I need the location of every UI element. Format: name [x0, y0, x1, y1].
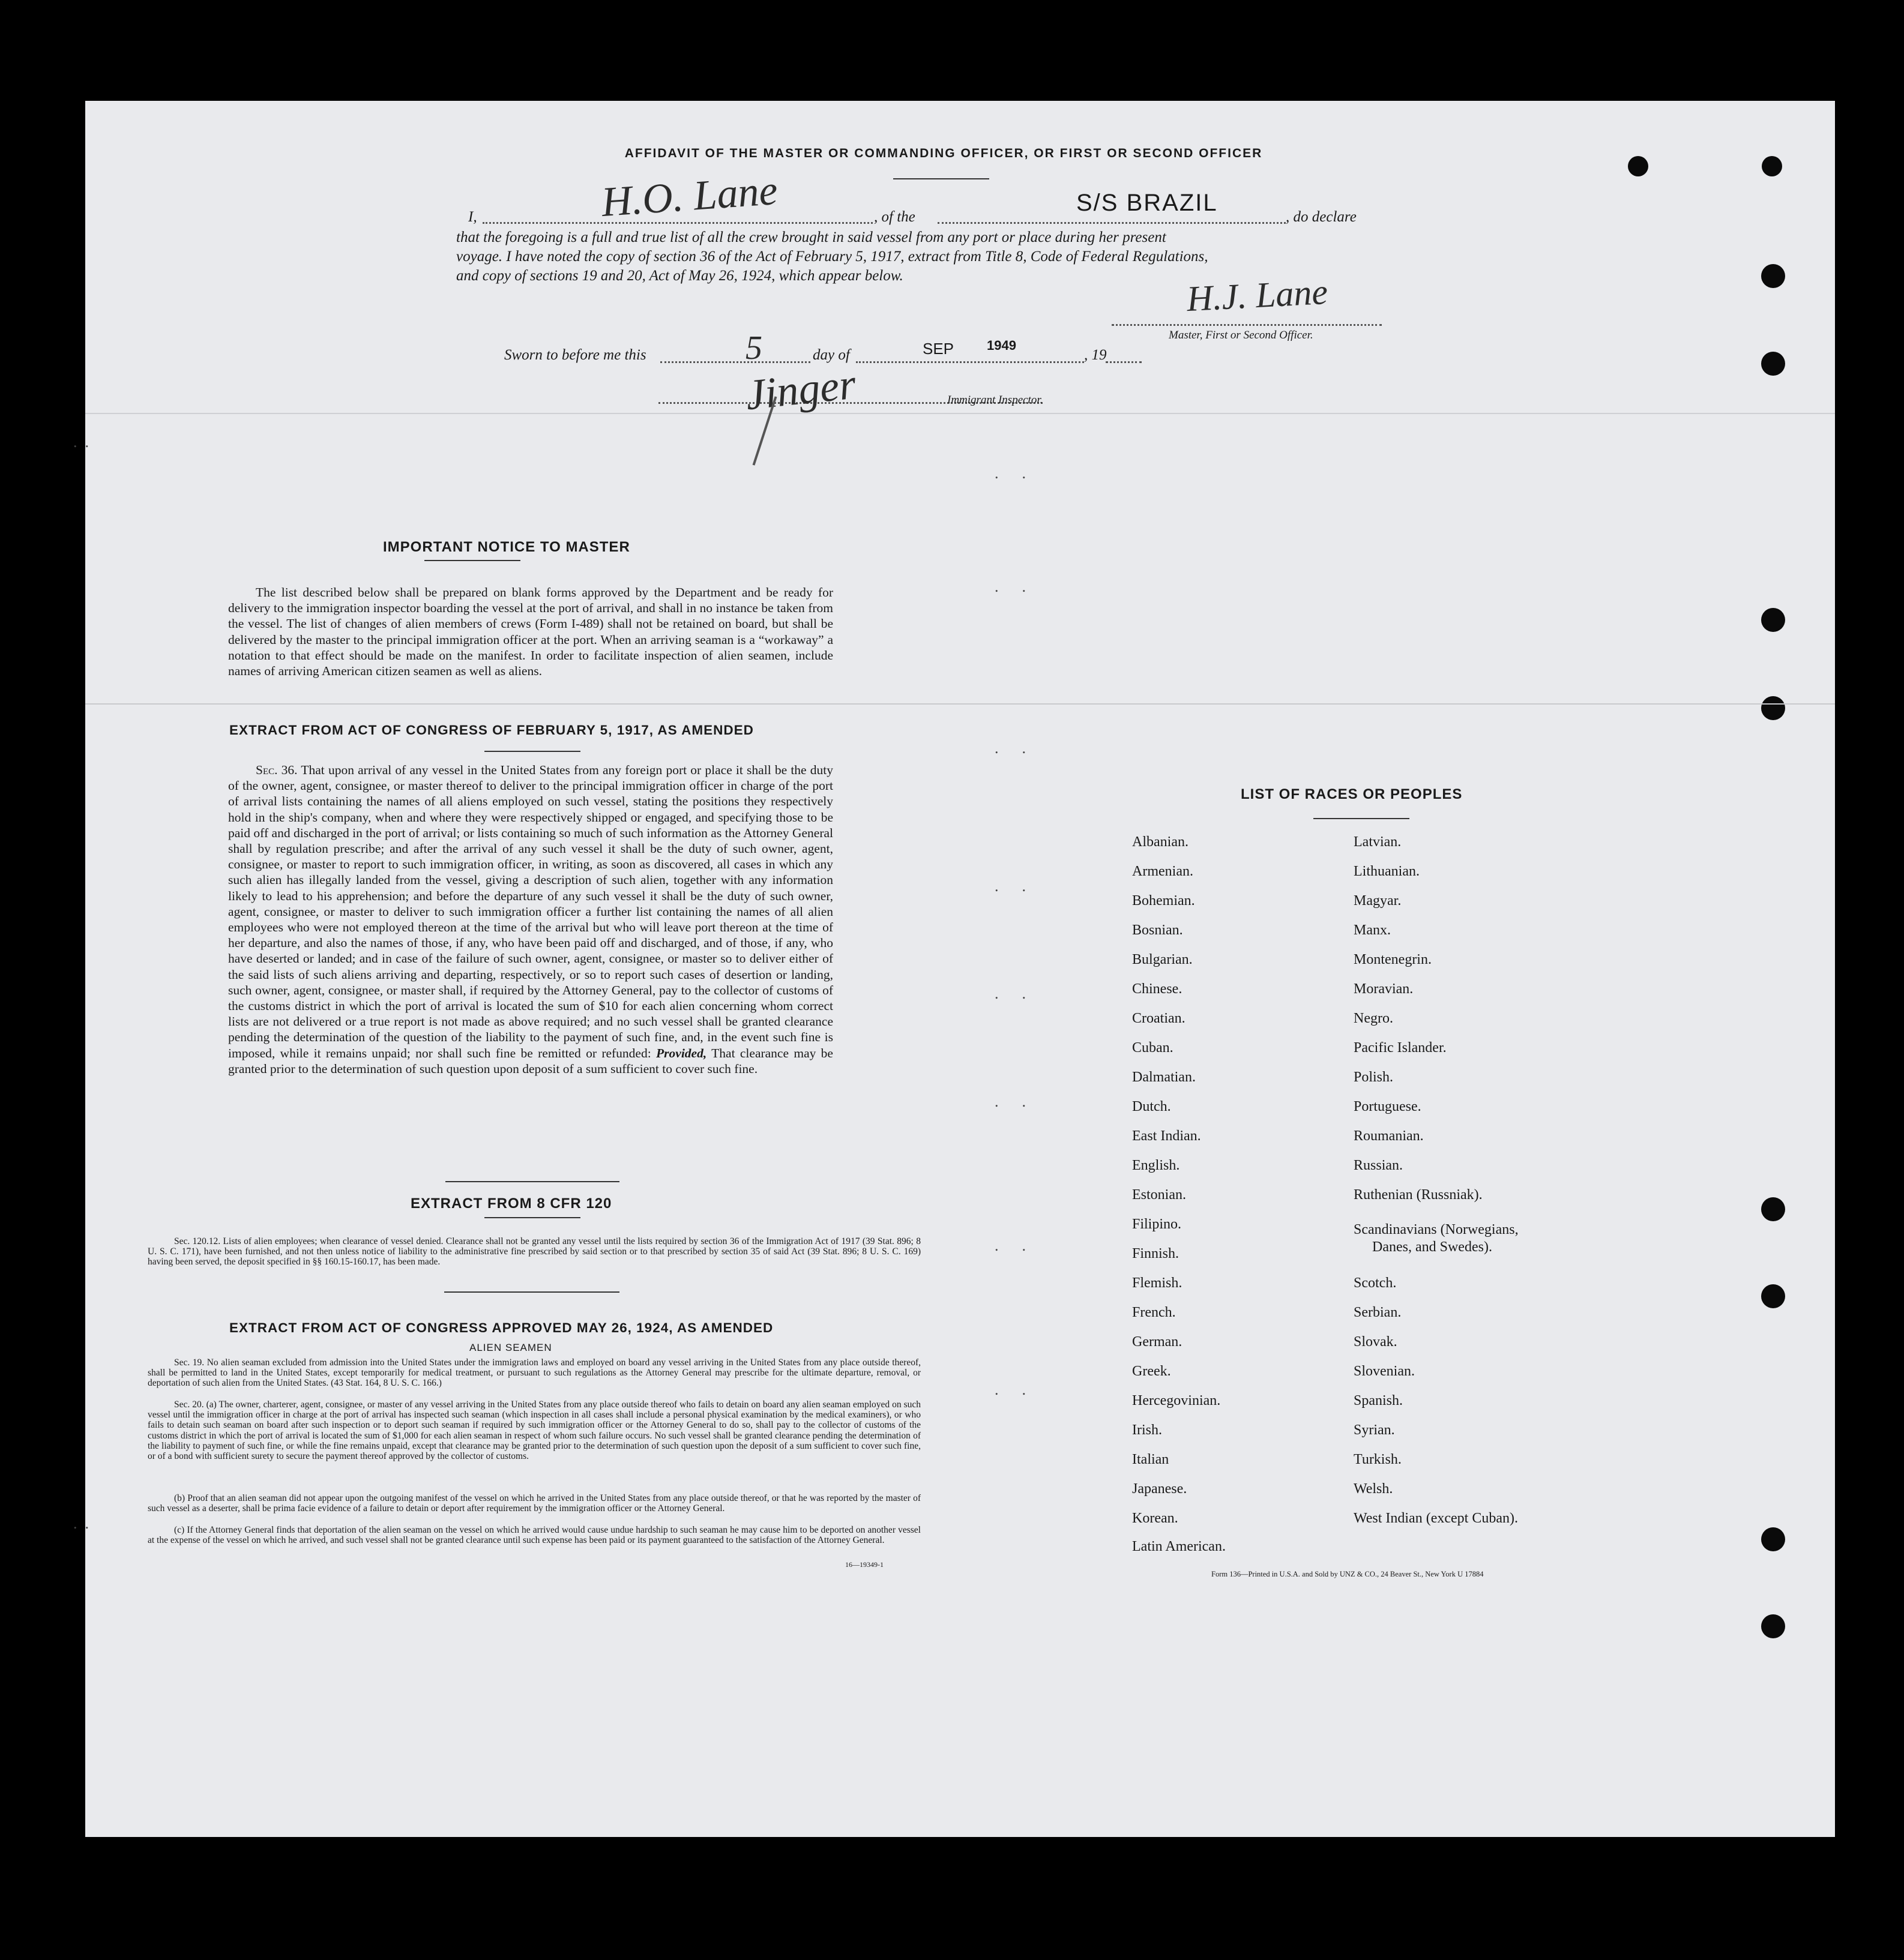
- affidavit-heading: AFFIDAVIT OF THE MASTER OR COMMANDING OFFICER, OR FIRST OR SECOND OFFICER: [624, 146, 1263, 160]
- race-item: Polish.: [1354, 1069, 1394, 1085]
- race-item: Ruthenian (Russniak).: [1354, 1187, 1483, 1203]
- declarant-line: [483, 222, 873, 224]
- punch-hole: [1761, 1527, 1785, 1551]
- year-line: [1106, 361, 1142, 363]
- race-item: Moravian.: [1354, 981, 1414, 997]
- race-item: West Indian (except Cuban).: [1354, 1511, 1518, 1526]
- cfr-title: EXTRACT FROM 8 CFR 120: [411, 1195, 612, 1212]
- race-item: Roumanian.: [1354, 1128, 1424, 1144]
- race-item: Slovenian.: [1354, 1363, 1415, 1379]
- sec-20b-text: (b) Proof that an alien seaman did not appear upon the outgoing manifest of the vessel on which he arrived in the United States from any place outside thereof, or that he was reported by the master of such vessel as a deserter, shall be prima facie evidence of a failure to detain or deport after requirement by the immigration officer or the Attorney General.: [148, 1493, 921, 1514]
- race-item: Irish.: [1132, 1422, 1162, 1438]
- extract-1917-body: [228, 762, 833, 1077]
- race-item: Pacific Islander.: [1354, 1040, 1447, 1056]
- month-stamp: SEP: [923, 340, 954, 358]
- sec-36-text: That upon arrival of any vessel in the United States from any foreign port or place it shall be the duty of the owner, agent, consignee, or master thereof to deliver to the principal immigration officer in charge of the port of arrival lists containing the names of all aliens employed on such vessel, stating the positions they respectively hold in the ship's company, when and where they were respectively shipped or engaged, and specifying those to be paid off and discharged in the port of arrival; or lists containing so much of such information as the Attorney General shall by regulation prescribe; and after the arrival of any such vessel it shall be the duty of such owner, agent, consignee, or master to report to such immigration officer, in writing, as soon as discovered, all cases in which any such alien has illegally landed from the vessel, giving a description of such alien, together with any information likely to lead to his apprehension; and before the departure of any such vessel it shall be the duty of such owner, agent, consignee, or master to deliver to such immigration officer a further list containing the names of all alien employees who were not employed thereon at the time of the arrival but who will leave port thereon at the time of her departure, and also the names of those, if any, who have been paid off and discharged, and of those, if any, who have deserted or landed; and in case of the failure of such owner, agent, consignee, or master so to deliver either of the said lists of such aliens arriving and departing, respectively, or so to report such cases of desertion or landing, such owner, agent, consignee, or master shall, if required by the Attorney General, pay to the collector of customs of the customs district in which the port of arrival is located the sum of $10 for each alien concerning whom correct lists are not delivered or a true report is not made as above required; and no such vessel shall be granted clearance pending the determination of the question of the liability to the payment of such fine, and, in the event such fine is imposed, while it remains unpaid; nor shall such fine be remitted or refunded:: [228, 763, 833, 1060]
- stray-mark: . .: [995, 985, 1026, 1002]
- punch-hole: [1761, 696, 1785, 720]
- stray-mark: . .: [995, 739, 1026, 757]
- punch-hole: [1761, 1614, 1785, 1638]
- sec-19-text: Sec. 19. No alien seaman excluded from admission into the United States under the immigration laws and employed on board any vessel arriving in the United States from any place outside thereof, shall be permitted to land in the United States, except temporarily for medical treatment, or pursuant to such regulations as the Attorney General may prescribe for the ultimate departure, removal, or deportation of such alien from the United States. (43 Stat. 164, 8 U. S. C. 166.): [148, 1357, 921, 1389]
- race-item: Bohemian.: [1132, 893, 1195, 909]
- proviso-label: Provided,: [656, 1045, 707, 1060]
- punch-hole: [1761, 1284, 1785, 1308]
- stray-mark: . .: [995, 578, 1026, 595]
- race-item: Montenegrin.: [1354, 952, 1432, 967]
- form-page: [73, 101, 1835, 1837]
- race-item: Bulgarian.: [1132, 952, 1193, 967]
- race-item: Hercegovinian.: [1132, 1393, 1221, 1408]
- race-item: Spanish.: [1354, 1393, 1403, 1408]
- sec-36-label: Sec. 36.: [256, 763, 298, 777]
- race-item: Scandinavians (Norwegians,: [1354, 1222, 1519, 1237]
- race-item: Greek.: [1132, 1363, 1171, 1379]
- extract-1917-title: EXTRACT FROM ACT OF CONGRESS OF FEBRUARY 5, 1917, AS AMENDED: [229, 723, 754, 738]
- race-item: Turkish.: [1354, 1452, 1402, 1467]
- punch-hole: [1761, 264, 1785, 288]
- punch-hole: [1628, 156, 1648, 176]
- race-item: East Indian.: [1132, 1128, 1201, 1144]
- race-item: Albanian.: [1132, 834, 1188, 850]
- declarant-label: I,: [468, 209, 477, 225]
- fold-line: [85, 413, 1835, 414]
- year-stamp: 1949: [987, 338, 1016, 353]
- statement-line: that the foregoing is a full and true list of all the crew brought in said vessel from any port or place during her present: [456, 229, 1166, 245]
- cfr-rule: [484, 1217, 580, 1218]
- race-item: Finnish.: [1132, 1246, 1179, 1261]
- race-item: Dalmatian.: [1132, 1069, 1196, 1085]
- race-item: Armenian.: [1132, 864, 1193, 879]
- punch-hole: [1761, 1197, 1785, 1221]
- statement-line: and copy of sections 19 and 20, Act of May 26, 1924, which appear below.: [456, 268, 903, 284]
- race-item: Portuguese.: [1354, 1099, 1421, 1114]
- of-the-label: , of the: [874, 209, 915, 225]
- race-item: Croatian.: [1132, 1011, 1185, 1026]
- race-item: Filipino.: [1132, 1216, 1182, 1232]
- master-title: Master, First or Second Officer.: [1169, 329, 1313, 341]
- punch-hole: [1761, 608, 1785, 632]
- cfr-end-rule: [444, 1291, 619, 1293]
- race-item: Dutch.: [1132, 1099, 1171, 1114]
- punch-hole: [1762, 156, 1782, 176]
- race-item: Lithuanian.: [1354, 864, 1420, 879]
- heading-rule: [893, 178, 989, 179]
- race-item: Syrian.: [1354, 1422, 1395, 1438]
- race-item: Negro.: [1354, 1011, 1393, 1026]
- race-item: Chinese.: [1132, 981, 1182, 997]
- notice-rule: [424, 560, 520, 561]
- race-item: Latvian.: [1354, 834, 1402, 850]
- month-line: [856, 361, 1084, 363]
- race-item: Manx.: [1354, 922, 1391, 938]
- cfr-body: Sec. 120.12. Lists of alien employees; when clearance of vessel denied. Clearance shall not be granted any vessel until the lists required by section 36 of the Immigration Act of 1917 (39 Stat. 896; 8 U. S. C. 171), have been furnished, and not then unless notice of liability to the administrative fine prescribed by said section or to that prescribed by section 35 of said Act (39 Stat. 896; 8 U. S. C. 169) having been served, the deposit specified in §§ 160.15-160.17, has been made.: [148, 1236, 921, 1267]
- fold-line: [85, 703, 1835, 705]
- race-item: French.: [1132, 1305, 1176, 1320]
- printer-imprint: Form 136—Printed in U.S.A. and Sold by UNZ & CO., 24 Beaver St., New York U 17884: [1211, 1570, 1484, 1578]
- day-line: [660, 361, 810, 363]
- vessel-name: S/S BRAZIL: [1076, 190, 1218, 216]
- form-code: 16—19349-1: [845, 1560, 884, 1569]
- race-item: Korean.: [1132, 1511, 1178, 1526]
- race-item: Slovak.: [1354, 1334, 1397, 1350]
- do-declare-label: , do declare: [1286, 209, 1357, 225]
- stray-mark: . .: [73, 1515, 89, 1532]
- stray-mark: . .: [995, 1381, 1026, 1398]
- race-item: Latin American.: [1132, 1539, 1226, 1554]
- race-item: Estonian.: [1132, 1187, 1186, 1203]
- vessel-line: [938, 222, 1286, 224]
- alien-seamen-subtitle: ALIEN SEAMEN: [469, 1342, 552, 1353]
- punch-hole: [1761, 352, 1785, 376]
- day-of-label: day of: [813, 347, 850, 363]
- race-item: Cuban.: [1132, 1040, 1173, 1056]
- extract-1924-title: EXTRACT FROM ACT OF CONGRESS APPROVED MAY 26, 1924, AS AMENDED: [229, 1320, 774, 1335]
- stray-mark: . .: [995, 1237, 1026, 1254]
- sworn-label: Sworn to before me this: [504, 347, 646, 363]
- races-title: LIST OF RACES OR PEOPLES: [1241, 786, 1463, 802]
- sec-20a-text: Sec. 20. (a) The owner, charterer, agent, consignee, or master of any vessel arriving in the United States from any place outside thereof who fails to detain on board any alien seaman employed on such vessel until the immigration officer in charge at the port of arrival has inspected such seaman (which inspection in all cases shall include a personal physical examination by the medical examiners), or who fails to detain such seaman on board after such inspection or to deport such seaman if required by such immigration officer or the Attorney General to do so, shall pay to the collector of customs of the customs district in which the port of arrival is located the sum of $1,000 for each alien seaman in respect of whom such failure occurs. No such vessel shall be granted clearance pending the determination of the liability to payment of such fine, or while the fine remains unpaid, except that clearance may be granted prior to the determination of such question upon the deposit of a sum sufficient to cover such fine, or of a bond with sufficient surety to secure the payment thereof approved by the collector of customs.: [148, 1399, 921, 1462]
- year-prefix: , 19: [1084, 347, 1107, 363]
- race-item: Danes, and Swedes).: [1372, 1239, 1492, 1255]
- inspector-signature: Jinger: [743, 359, 858, 419]
- race-item: Scotch.: [1354, 1275, 1397, 1291]
- notice-body: The list described below shall be prepared on blank forms approved by the Department and be ready for delivery to the immigration inspector boarding the vessel at the port of arrival, and shall in no instance be taken from the vessel. The list of changes of alien members of crews (Form I-489) shall not be retained on board, but shall be delivered by the master to the principal immigration officer at the port. When an arriving seaman is a “workaway” a notation to that effect should be made on the manifest. In order to facilitate inspection of alien seamen, include names of arriving American citizen seamen as well as aliens.: [228, 585, 833, 679]
- race-item: Flemish.: [1132, 1275, 1182, 1291]
- stray-mark: . .: [73, 433, 89, 451]
- declarant-signature: H.O. Lane: [600, 167, 779, 226]
- stray-mark: . .: [995, 1093, 1026, 1110]
- extract-1917-rule: [484, 751, 580, 752]
- races-rule: [1313, 818, 1409, 819]
- race-item: Bosnian.: [1132, 922, 1183, 938]
- race-item: Japanese.: [1132, 1481, 1187, 1497]
- race-item: Russian.: [1354, 1158, 1403, 1173]
- race-item: English.: [1132, 1158, 1180, 1173]
- proviso-text: That clearance may be granted prior to the determination of such question upon deposit of a sum sufficient to cover such fine.: [228, 1045, 833, 1076]
- statement-line: voyage. I have noted the copy of section 36 of the Act of February 5, 1917, extract from Title 8, Code of Federal Regulations,: [456, 248, 1208, 265]
- race-item: German.: [1132, 1334, 1182, 1350]
- sec-20c-text: (c) If the Attorney General finds that deportation of the alien seaman on the vessel on which he arrived would cause undue hardship to such seaman he may cause him to be deported on another vessel at the expense of the vessel on which he arrived, and such vessel shall not be granted clearance until such expense has been paid or its payment guaranteed to the satisfaction of the Attorney General.: [148, 1525, 921, 1546]
- race-item: Serbian.: [1354, 1305, 1402, 1320]
- day-value: 5: [746, 329, 762, 367]
- race-item: Magyar.: [1354, 893, 1402, 909]
- stray-mark: . .: [995, 877, 1026, 895]
- race-item: Welsh.: [1354, 1481, 1393, 1497]
- master-line: [1112, 324, 1382, 326]
- stray-mark: . .: [995, 464, 1026, 482]
- master-signature: H.J. Lane: [1185, 271, 1329, 319]
- notice-title: IMPORTANT NOTICE TO MASTER: [383, 539, 630, 555]
- extract-1917-end-rule: [445, 1181, 619, 1182]
- race-item: Italian: [1132, 1452, 1169, 1467]
- inspector-title: Immigrant Inspector.: [947, 394, 1043, 406]
